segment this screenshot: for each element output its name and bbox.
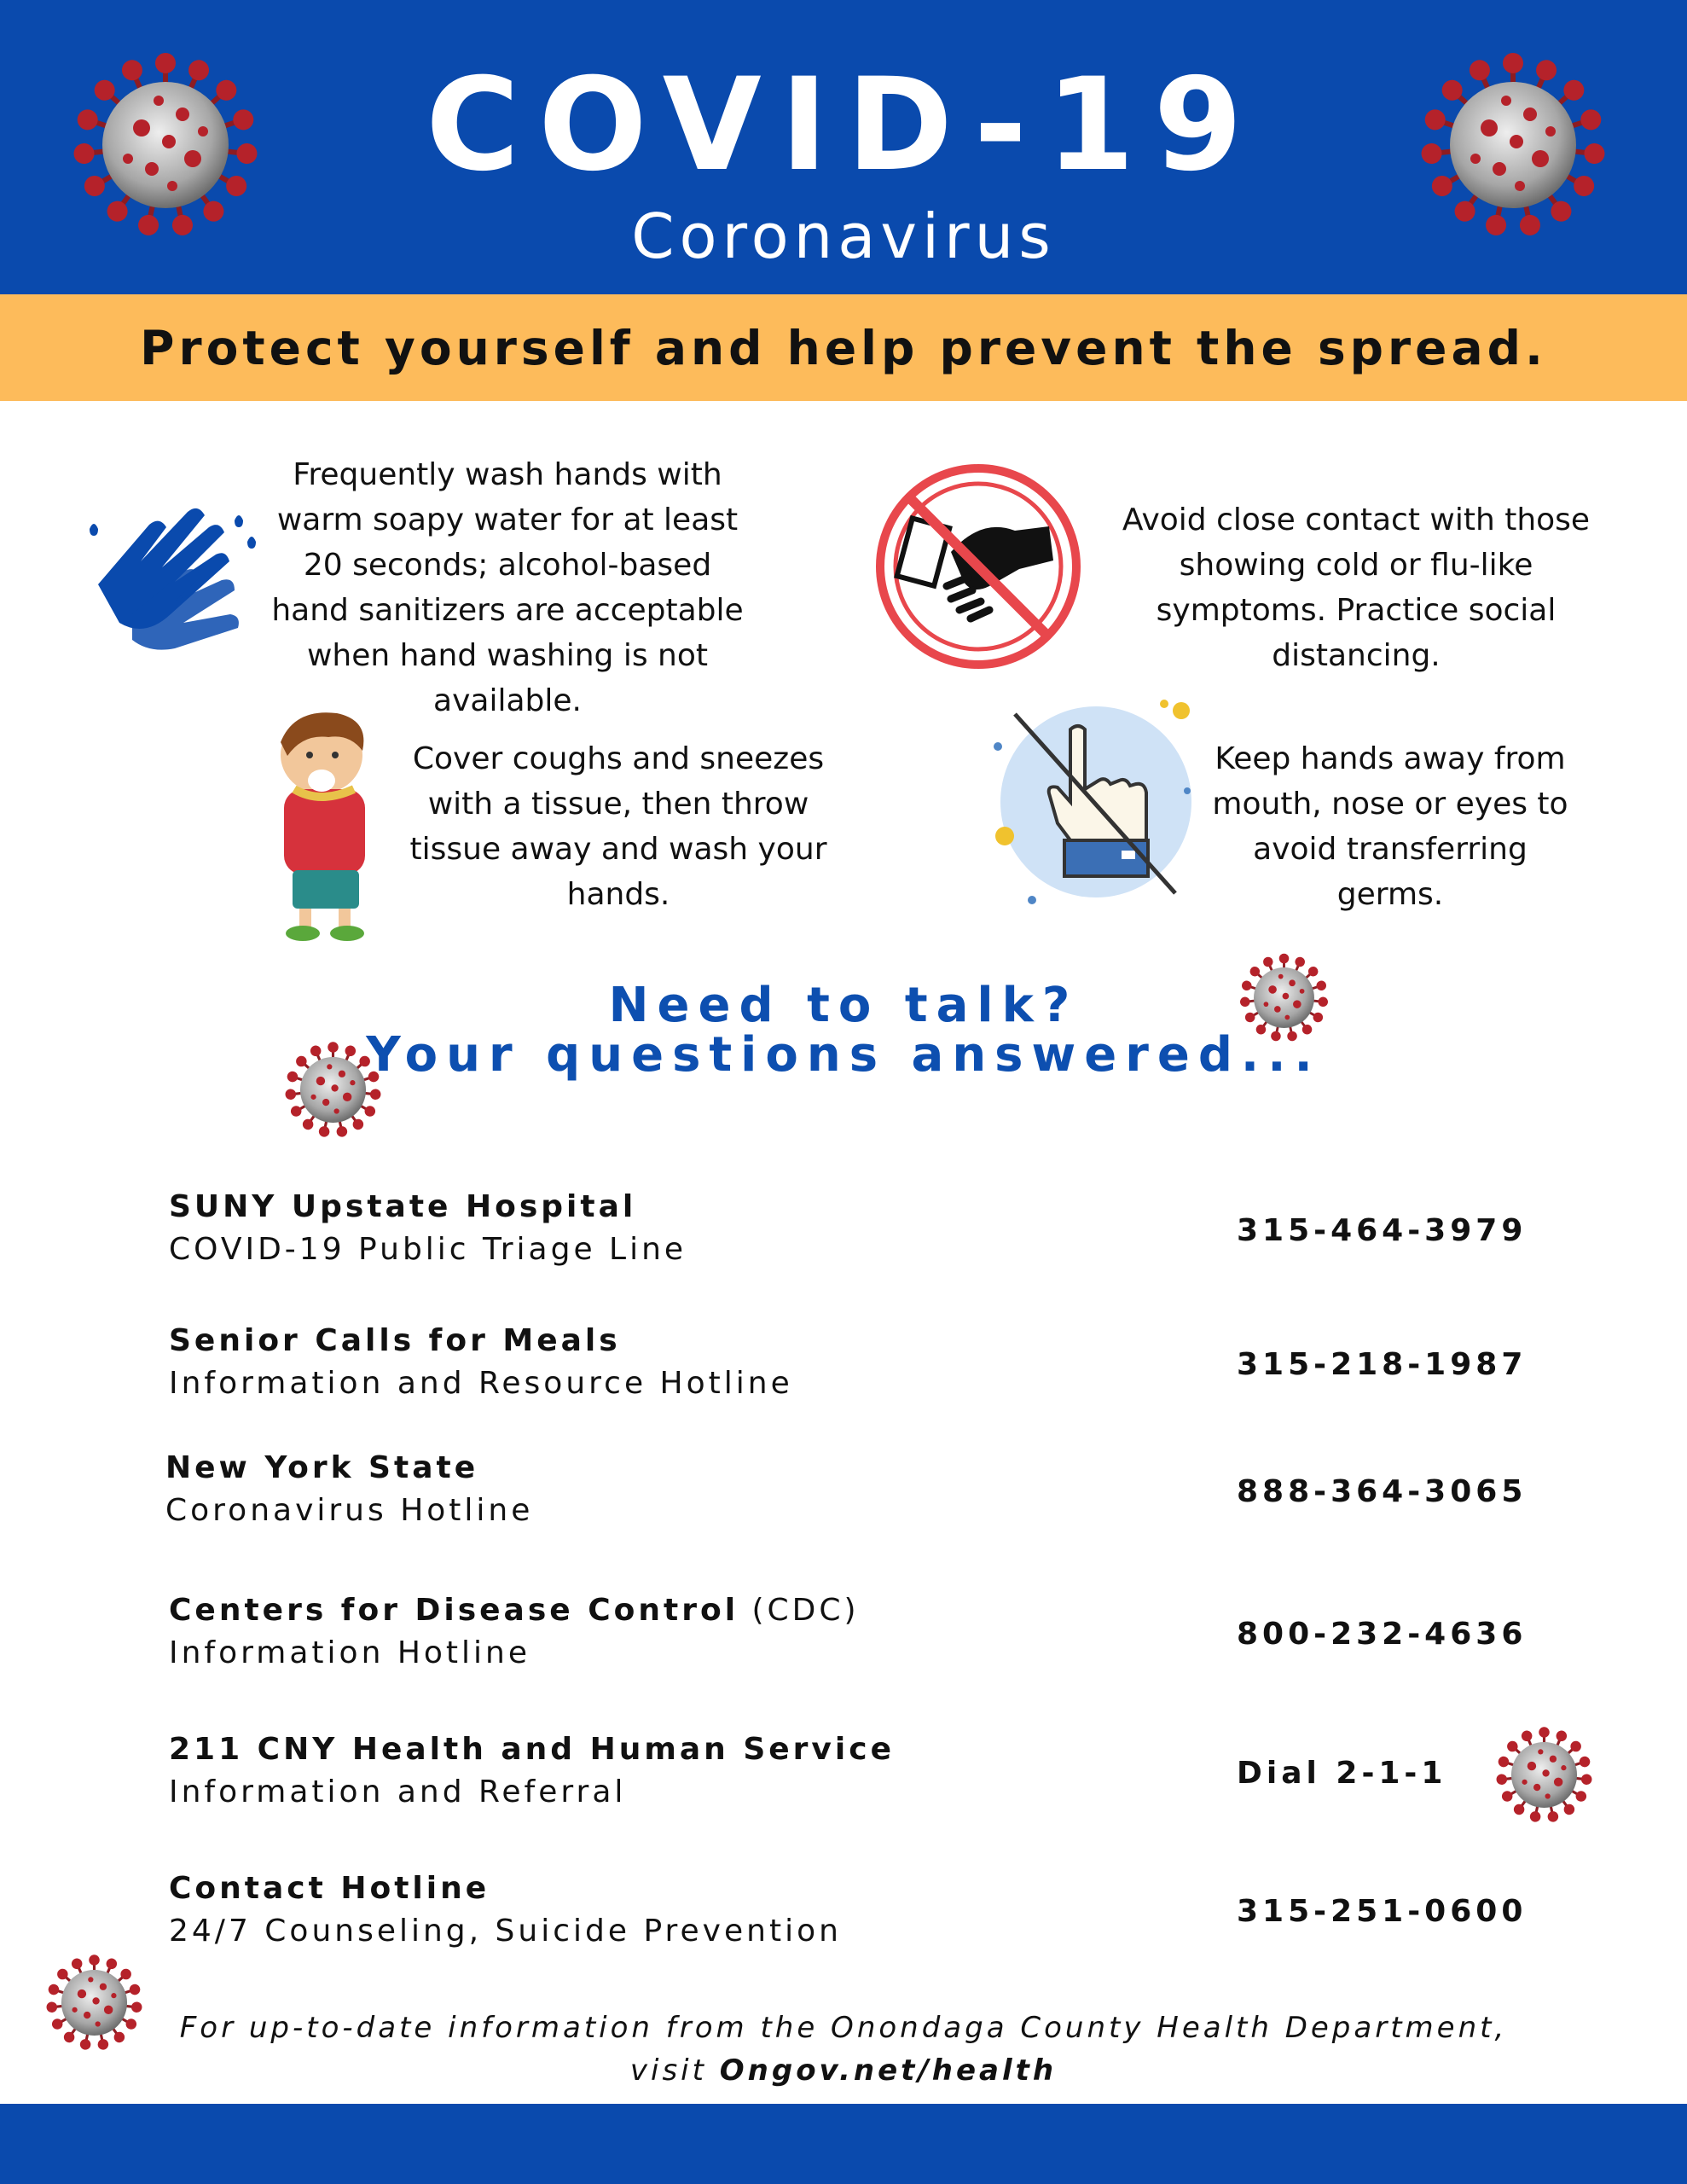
footer-visit-line	[0, 2049, 1687, 2092]
contact-name: SUNY Upstate Hospital	[169, 1189, 637, 1224]
contact-item	[169, 1728, 895, 1814]
contact-description: COVID-19 Public Triage Line	[169, 1232, 687, 1267]
footer-visit-label: visit	[629, 2053, 707, 2088]
contact-name	[169, 1589, 860, 1632]
footer-link[interactable]: Ongov.net/health	[719, 2053, 1058, 2088]
tip-avoid-contact: Avoid close contact with those showing cold or flu-like symptoms. Practice social distancing.	[1122, 502, 1591, 673]
contact-phone[interactable]: 800-232-4636	[1237, 1617, 1528, 1652]
talk-heading-line-1: Need to talk?	[608, 978, 1079, 1033]
contact-item	[169, 1186, 687, 1271]
no-handshake-icon	[870, 458, 1087, 676]
contact-item	[169, 1867, 842, 1953]
no-face-touch-icon	[989, 695, 1203, 909]
contact-description: Information and Resource Hotline	[169, 1366, 793, 1401]
contact-phone[interactable]: 888-364-3065	[1237, 1474, 1528, 1509]
contact-phone[interactable]: 315-251-0600	[1237, 1894, 1528, 1929]
contact-description: Information Hotline	[169, 1635, 531, 1670]
contact-name-suffix: (CDC)	[739, 1593, 860, 1628]
footer-note	[0, 2007, 1687, 2092]
contact-description: 24/7 Counseling, Suicide Prevention	[169, 1914, 842, 1949]
contact-item	[169, 1589, 860, 1675]
talk-heading	[0, 978, 1687, 1083]
contact-item	[169, 1320, 793, 1405]
contact-description: Information and Referral	[169, 1774, 627, 1809]
footer-banner	[0, 2104, 1687, 2184]
page-subtitle: Coronavirus	[631, 200, 1056, 272]
tip-cover-cough: Cover coughs and sneezes with a tissue, then throw tissue away and wash your hands.	[409, 741, 827, 912]
tagline: Protect yourself and help prevent the spread.	[140, 321, 1547, 375]
sneezing-child-icon	[269, 708, 384, 947]
handwash-icon	[81, 486, 260, 657]
contact-phone[interactable]: 315-464-3979	[1237, 1213, 1528, 1248]
coronavirus-icon	[1491, 1722, 1597, 1828]
contact-name: 211 CNY Health and Human Service	[169, 1732, 895, 1767]
contact-name: Contact Hotline	[169, 1871, 490, 1906]
contact-name: New York State	[165, 1450, 479, 1485]
contact-description: Coronavirus Hotline	[165, 1493, 534, 1528]
contact-name-main: Centers for Disease Control	[169, 1593, 739, 1628]
tip-hands-off-face: Keep hands away from mouth, nose or eyes to avoid transferring germs.	[1212, 741, 1568, 912]
contact-phone[interactable]: Dial 2-1-1	[1237, 1756, 1447, 1791]
contact-item	[165, 1447, 533, 1532]
footer-text: For up-to-date information from the Onondaga County Health Department,	[179, 2011, 1508, 2045]
tip-wash-hands: Frequently wash hands with warm soapy water for at least 20 seconds; alcohol-based hand sanitizers are acceptable when hand washing is not available.	[271, 457, 744, 718]
contact-phone[interactable]: 315-218-1987	[1237, 1347, 1528, 1382]
talk-heading-line-2: Your questions answered...	[366, 1027, 1321, 1083]
contact-name: Senior Calls for Meals	[169, 1323, 621, 1358]
page-title: COVID-19	[426, 51, 1261, 200]
